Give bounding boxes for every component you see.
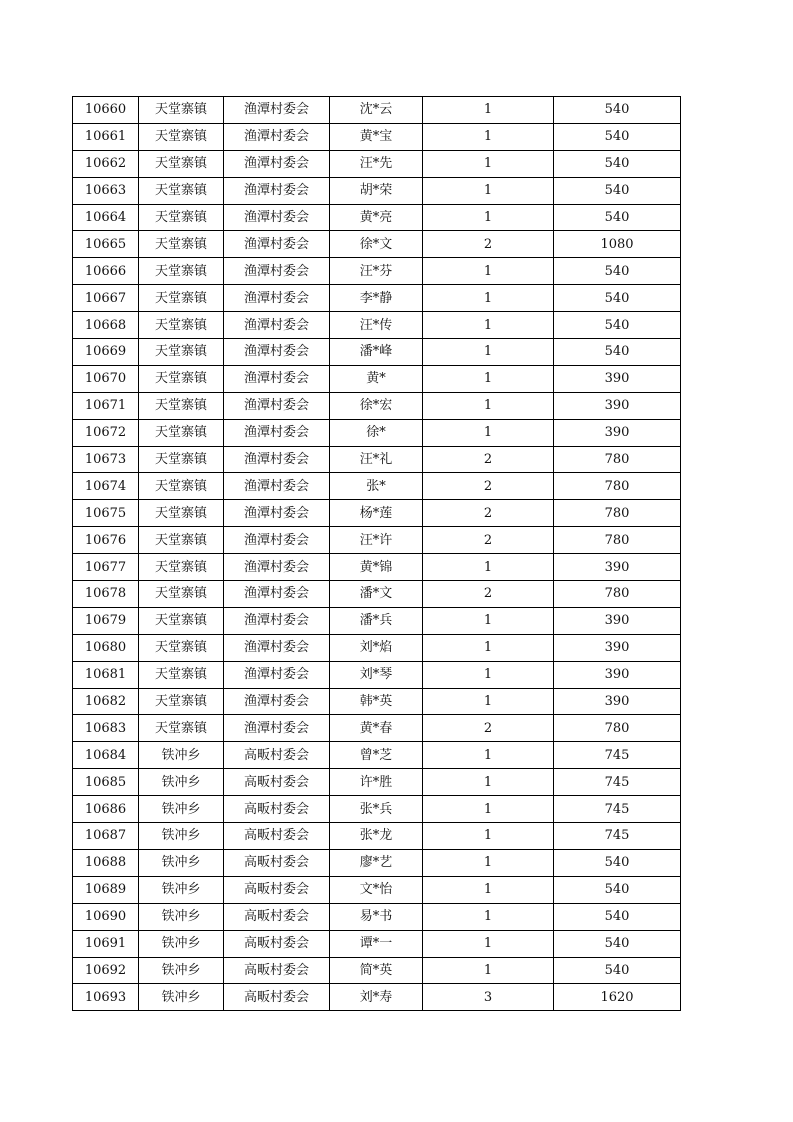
cell-id: 10665	[73, 231, 139, 258]
cell-id: 10682	[73, 688, 139, 715]
table-row	[73, 903, 681, 930]
cell-count: 1	[423, 823, 554, 850]
cell-town: 天堂寨镇	[139, 204, 224, 231]
cell-id: 10671	[73, 392, 139, 419]
cell-village: 渔潭村委会	[224, 339, 330, 366]
cell-village: 高畈村委会	[224, 903, 330, 930]
cell-village: 渔潭村委会	[224, 661, 330, 688]
cell-amount: 745	[554, 769, 681, 796]
cell-town: 天堂寨镇	[139, 365, 224, 392]
cell-village: 高畈村委会	[224, 876, 330, 903]
cell-count: 1	[423, 97, 554, 124]
cell-name: 杨*莲	[330, 500, 423, 527]
cell-town: 铁冲乡	[139, 876, 224, 903]
cell-count: 1	[423, 177, 554, 204]
cell-count: 1	[423, 796, 554, 823]
cell-amount: 780	[554, 500, 681, 527]
cell-name: 潘*文	[330, 581, 423, 608]
cell-count: 1	[423, 742, 554, 769]
cell-village: 渔潭村委会	[224, 365, 330, 392]
cell-id: 10674	[73, 473, 139, 500]
cell-id: 10690	[73, 903, 139, 930]
cell-id: 10672	[73, 419, 139, 446]
cell-name: 徐*	[330, 419, 423, 446]
cell-count: 1	[423, 285, 554, 312]
cell-amount: 390	[554, 365, 681, 392]
cell-village: 高畈村委会	[224, 984, 330, 1011]
cell-town: 天堂寨镇	[139, 446, 224, 473]
cell-village: 渔潭村委会	[224, 258, 330, 285]
cell-name: 黄*春	[330, 715, 423, 742]
cell-town: 天堂寨镇	[139, 634, 224, 661]
cell-id: 10683	[73, 715, 139, 742]
cell-id: 10685	[73, 769, 139, 796]
table-row	[73, 231, 681, 258]
cell-town: 天堂寨镇	[139, 419, 224, 446]
cell-town: 天堂寨镇	[139, 688, 224, 715]
cell-village: 渔潭村委会	[224, 392, 330, 419]
cell-village: 渔潭村委会	[224, 500, 330, 527]
cell-town: 天堂寨镇	[139, 97, 224, 124]
table-row	[73, 661, 681, 688]
cell-id: 10661	[73, 123, 139, 150]
cell-count: 1	[423, 849, 554, 876]
cell-village: 渔潭村委会	[224, 715, 330, 742]
table-row	[73, 715, 681, 742]
cell-town: 铁冲乡	[139, 957, 224, 984]
cell-id: 10660	[73, 97, 139, 124]
cell-village: 高畈村委会	[224, 930, 330, 957]
cell-village: 渔潭村委会	[224, 150, 330, 177]
cell-id: 10687	[73, 823, 139, 850]
cell-name: 黄*亮	[330, 204, 423, 231]
cell-name: 沈*云	[330, 97, 423, 124]
cell-amount: 390	[554, 634, 681, 661]
table-row	[73, 581, 681, 608]
cell-village: 高畈村委会	[224, 769, 330, 796]
table-row	[73, 97, 681, 124]
cell-count: 2	[423, 527, 554, 554]
cell-id: 10673	[73, 446, 139, 473]
table-row	[73, 930, 681, 957]
cell-id: 10663	[73, 177, 139, 204]
cell-amount: 540	[554, 876, 681, 903]
cell-id: 10675	[73, 500, 139, 527]
cell-count: 1	[423, 957, 554, 984]
cell-id: 10693	[73, 984, 139, 1011]
cell-id: 10684	[73, 742, 139, 769]
cell-name: 刘*焰	[330, 634, 423, 661]
cell-count: 1	[423, 634, 554, 661]
table-row	[73, 365, 681, 392]
cell-amount: 1620	[554, 984, 681, 1011]
cell-id: 10692	[73, 957, 139, 984]
cell-village: 高畈村委会	[224, 849, 330, 876]
cell-town: 天堂寨镇	[139, 150, 224, 177]
cell-amount: 540	[554, 339, 681, 366]
cell-name: 廖*艺	[330, 849, 423, 876]
cell-name: 黄*	[330, 365, 423, 392]
table-row	[73, 339, 681, 366]
cell-village: 渔潭村委会	[224, 446, 330, 473]
cell-name: 谭*一	[330, 930, 423, 957]
cell-amount: 780	[554, 581, 681, 608]
table-row	[73, 204, 681, 231]
cell-town: 天堂寨镇	[139, 285, 224, 312]
table-row	[73, 742, 681, 769]
cell-id: 10676	[73, 527, 139, 554]
cell-town: 天堂寨镇	[139, 392, 224, 419]
cell-count: 1	[423, 392, 554, 419]
cell-count: 2	[423, 231, 554, 258]
cell-count: 1	[423, 688, 554, 715]
cell-amount: 540	[554, 258, 681, 285]
table-row	[73, 527, 681, 554]
cell-amount: 540	[554, 97, 681, 124]
cell-id: 10668	[73, 312, 139, 339]
table-row	[73, 392, 681, 419]
cell-town: 铁冲乡	[139, 930, 224, 957]
cell-amount: 780	[554, 446, 681, 473]
cell-village: 渔潭村委会	[224, 473, 330, 500]
cell-amount: 540	[554, 849, 681, 876]
table-row	[73, 688, 681, 715]
cell-count: 1	[423, 258, 554, 285]
cell-name: 许*胜	[330, 769, 423, 796]
cell-amount: 540	[554, 312, 681, 339]
cell-name: 张*龙	[330, 823, 423, 850]
cell-amount: 390	[554, 554, 681, 581]
cell-town: 天堂寨镇	[139, 177, 224, 204]
cell-id: 10686	[73, 796, 139, 823]
cell-name: 刘*寿	[330, 984, 423, 1011]
table-row	[73, 849, 681, 876]
cell-amount: 780	[554, 527, 681, 554]
table-row	[73, 769, 681, 796]
cell-amount: 540	[554, 204, 681, 231]
cell-name: 张*兵	[330, 796, 423, 823]
data-table	[72, 96, 681, 1011]
table-row	[73, 607, 681, 634]
cell-amount: 540	[554, 123, 681, 150]
cell-name: 黄*宝	[330, 123, 423, 150]
cell-name: 张*	[330, 473, 423, 500]
cell-village: 渔潭村委会	[224, 97, 330, 124]
cell-amount: 540	[554, 177, 681, 204]
cell-count: 2	[423, 715, 554, 742]
cell-town: 天堂寨镇	[139, 581, 224, 608]
cell-town: 天堂寨镇	[139, 258, 224, 285]
cell-town: 天堂寨镇	[139, 473, 224, 500]
table-row	[73, 823, 681, 850]
cell-village: 渔潭村委会	[224, 419, 330, 446]
cell-id: 10669	[73, 339, 139, 366]
cell-count: 1	[423, 876, 554, 903]
cell-amount: 540	[554, 285, 681, 312]
cell-name: 徐*文	[330, 231, 423, 258]
cell-id: 10667	[73, 285, 139, 312]
cell-village: 渔潭村委会	[224, 204, 330, 231]
document-page	[72, 96, 680, 1011]
cell-name: 徐*宏	[330, 392, 423, 419]
cell-amount: 540	[554, 957, 681, 984]
cell-count: 2	[423, 581, 554, 608]
cell-name: 简*英	[330, 957, 423, 984]
cell-count: 1	[423, 419, 554, 446]
cell-id: 10680	[73, 634, 139, 661]
cell-id: 10678	[73, 581, 139, 608]
table-row	[73, 123, 681, 150]
cell-count: 1	[423, 930, 554, 957]
cell-count: 1	[423, 339, 554, 366]
cell-count: 1	[423, 312, 554, 339]
table-row	[73, 876, 681, 903]
cell-village: 渔潭村委会	[224, 581, 330, 608]
cell-count: 1	[423, 204, 554, 231]
cell-amount: 540	[554, 930, 681, 957]
table-row	[73, 500, 681, 527]
cell-town: 铁冲乡	[139, 984, 224, 1011]
cell-village: 渔潭村委会	[224, 527, 330, 554]
cell-town: 铁冲乡	[139, 796, 224, 823]
table-row	[73, 554, 681, 581]
table-row	[73, 150, 681, 177]
cell-count: 1	[423, 607, 554, 634]
cell-town: 天堂寨镇	[139, 554, 224, 581]
cell-count: 1	[423, 123, 554, 150]
cell-id: 10679	[73, 607, 139, 634]
cell-amount: 745	[554, 742, 681, 769]
cell-name: 李*静	[330, 285, 423, 312]
cell-amount: 390	[554, 392, 681, 419]
cell-count: 3	[423, 984, 554, 1011]
cell-amount: 1080	[554, 231, 681, 258]
table-row	[73, 446, 681, 473]
cell-id: 10666	[73, 258, 139, 285]
cell-village: 渔潭村委会	[224, 312, 330, 339]
cell-town: 天堂寨镇	[139, 500, 224, 527]
cell-amount: 745	[554, 796, 681, 823]
table-row	[73, 177, 681, 204]
cell-town: 天堂寨镇	[139, 339, 224, 366]
cell-name: 汪*芬	[330, 258, 423, 285]
cell-count: 1	[423, 554, 554, 581]
cell-village: 高畈村委会	[224, 742, 330, 769]
table-body	[73, 97, 681, 1011]
table-row	[73, 957, 681, 984]
cell-village: 高畈村委会	[224, 957, 330, 984]
cell-town: 天堂寨镇	[139, 715, 224, 742]
cell-name: 韩*英	[330, 688, 423, 715]
table-row	[73, 473, 681, 500]
cell-amount: 780	[554, 715, 681, 742]
cell-id: 10691	[73, 930, 139, 957]
cell-id: 10688	[73, 849, 139, 876]
cell-name: 曾*芝	[330, 742, 423, 769]
cell-village: 渔潭村委会	[224, 231, 330, 258]
cell-id: 10662	[73, 150, 139, 177]
cell-village: 渔潭村委会	[224, 607, 330, 634]
cell-village: 渔潭村委会	[224, 554, 330, 581]
table-row	[73, 285, 681, 312]
cell-amount: 390	[554, 688, 681, 715]
cell-town: 铁冲乡	[139, 903, 224, 930]
table-row	[73, 258, 681, 285]
cell-id: 10664	[73, 204, 139, 231]
cell-name: 黄*锦	[330, 554, 423, 581]
table-row	[73, 984, 681, 1011]
cell-count: 1	[423, 661, 554, 688]
cell-village: 高畈村委会	[224, 823, 330, 850]
table-row	[73, 419, 681, 446]
cell-amount: 540	[554, 150, 681, 177]
cell-town: 天堂寨镇	[139, 123, 224, 150]
cell-village: 渔潭村委会	[224, 285, 330, 312]
cell-amount: 540	[554, 903, 681, 930]
cell-name: 汪*礼	[330, 446, 423, 473]
cell-count: 1	[423, 365, 554, 392]
cell-name: 胡*荣	[330, 177, 423, 204]
table-row	[73, 634, 681, 661]
table-row	[73, 312, 681, 339]
cell-name: 易*书	[330, 903, 423, 930]
cell-id: 10689	[73, 876, 139, 903]
cell-amount: 390	[554, 419, 681, 446]
cell-town: 铁冲乡	[139, 849, 224, 876]
table-row	[73, 796, 681, 823]
cell-town: 天堂寨镇	[139, 527, 224, 554]
cell-name: 汪*传	[330, 312, 423, 339]
cell-name: 文*怡	[330, 876, 423, 903]
cell-town: 铁冲乡	[139, 823, 224, 850]
cell-town: 铁冲乡	[139, 742, 224, 769]
cell-village: 渔潭村委会	[224, 177, 330, 204]
cell-town: 天堂寨镇	[139, 312, 224, 339]
cell-village: 高畈村委会	[224, 796, 330, 823]
cell-town: 天堂寨镇	[139, 231, 224, 258]
cell-amount: 390	[554, 661, 681, 688]
cell-amount: 745	[554, 823, 681, 850]
cell-name: 汪*许	[330, 527, 423, 554]
cell-count: 2	[423, 473, 554, 500]
cell-amount: 780	[554, 473, 681, 500]
cell-name: 刘*琴	[330, 661, 423, 688]
cell-village: 渔潭村委会	[224, 688, 330, 715]
cell-town: 天堂寨镇	[139, 661, 224, 688]
cell-village: 渔潭村委会	[224, 634, 330, 661]
cell-id: 10677	[73, 554, 139, 581]
cell-count: 2	[423, 500, 554, 527]
cell-id: 10670	[73, 365, 139, 392]
cell-amount: 390	[554, 607, 681, 634]
cell-id: 10681	[73, 661, 139, 688]
cell-count: 1	[423, 769, 554, 796]
cell-village: 渔潭村委会	[224, 123, 330, 150]
cell-count: 2	[423, 446, 554, 473]
cell-name: 潘*兵	[330, 607, 423, 634]
cell-name: 汪*先	[330, 150, 423, 177]
cell-count: 1	[423, 903, 554, 930]
cell-town: 铁冲乡	[139, 769, 224, 796]
cell-town: 天堂寨镇	[139, 607, 224, 634]
cell-count: 1	[423, 150, 554, 177]
cell-name: 潘*峰	[330, 339, 423, 366]
